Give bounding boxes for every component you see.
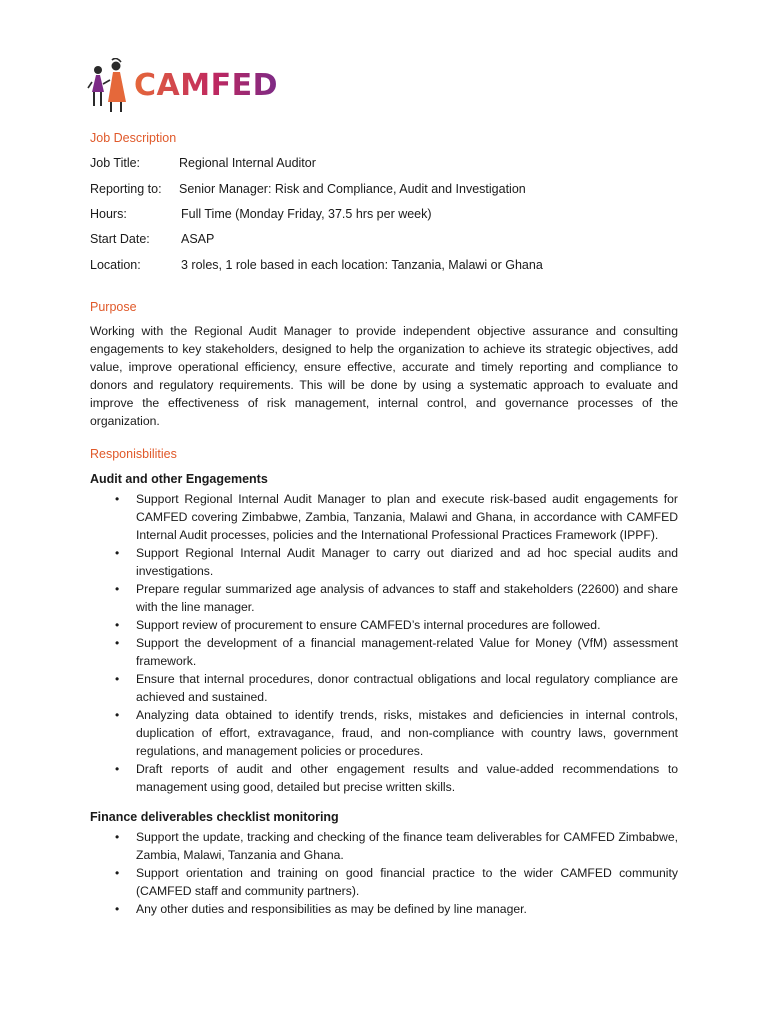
- list-item: [90, 544, 678, 580]
- list-item: [90, 828, 678, 864]
- bullet-icon: •: [115, 618, 120, 632]
- bullet-icon: •: [115, 672, 120, 686]
- camfed-logo: [86, 58, 278, 114]
- logo-wordmark: CAMFED: [134, 68, 278, 103]
- bullet-icon: •: [115, 866, 120, 880]
- responsibilities-heading: Responisbilities: [90, 447, 177, 461]
- list-item-text: Ensure that internal procedures, donor contractual obligations and local regulatory compliance are achieved and sustained.: [136, 672, 678, 704]
- info-value: 3 roles, 1 role based in each location: Tanzania, Malawi or Ghana: [181, 258, 543, 272]
- list-item-text: Any other duties and responsibilities as may be defined by line manager.: [136, 902, 527, 916]
- audit-engagements-heading: Audit and other Engagements: [90, 472, 268, 486]
- bullet-icon: •: [115, 902, 120, 916]
- audit-engagements-list: [90, 490, 678, 796]
- bullet-icon: •: [115, 582, 120, 596]
- info-value: ASAP: [181, 232, 215, 246]
- list-item-text: Support Regional Internal Audit Manager to carry out diarized and ad hoc special audits and investigations.: [136, 546, 678, 578]
- list-item: [90, 760, 678, 796]
- info-value: Senior Manager: Risk and Compliance, Audit and Investigation: [179, 182, 526, 196]
- bullet-icon: •: [115, 708, 120, 722]
- info-value: Regional Internal Auditor: [179, 156, 316, 170]
- list-item: [90, 670, 678, 706]
- list-item-text: Support the update, tracking and checking of the finance team deliverables for CAMFED Zimbabwe, Zambia, Malawi, Tanzania and Ghana.: [136, 830, 678, 862]
- bullet-icon: •: [115, 492, 120, 506]
- list-item: [90, 706, 678, 760]
- info-label: Hours:: [90, 207, 127, 221]
- list-item: [90, 580, 678, 616]
- finance-checklist-heading: Finance deliverables checklist monitoring: [90, 810, 339, 824]
- list-item: [90, 616, 678, 634]
- info-label: Job Title:: [90, 156, 141, 170]
- list-item: [90, 864, 678, 900]
- bullet-icon: •: [115, 830, 120, 844]
- info-label: Start Date:: [90, 232, 150, 246]
- girls-figures-logo-icon: [86, 58, 132, 114]
- list-item-text: Support the development of a financial management-related Value for Money (VfM) assessment framework.: [136, 636, 678, 668]
- bullet-icon: •: [115, 546, 120, 560]
- list-item: [90, 490, 678, 544]
- list-item-text: Analyzing data obtained to identify trends, risks, mistakes and deficiencies in internal controls, duplication of effort, extravagance, fraud, and non-compliance with country laws, government regulations, and management policies or procedures.: [136, 708, 678, 758]
- info-label: Location:: [90, 258, 141, 272]
- list-item-text: Prepare regular summarized age analysis of advances to staff and stakeholders (22600) and share with the line manager.: [136, 582, 678, 614]
- list-item-text: Support orientation and training on good financial practice to the wider CAMFED community (CAMFED staff and community partners).: [136, 866, 678, 898]
- bullet-icon: •: [115, 636, 120, 650]
- bullet-icon: •: [115, 762, 120, 776]
- list-item-text: Support Regional Internal Audit Manager to plan and execute risk-based audit engagements for CAMFED covering Zimbabwe, Zambia, Tanzania, Malawi and Ghana, in accordance with CAMFED Internal Audit processes, policies and the International Professional Practices Framework (IPPF).: [136, 492, 678, 542]
- job-description-heading: Job Description: [90, 131, 177, 145]
- purpose-paragraph: Working with the Regional Audit Manager to provide independent objective assurance and consulting engagements to key stakeholders, designed to help the organization to achieve its strategic objectives, add value, improve operational efficiency, ensure effective, accurate and timely reporting and compliance to donors and regulatory requirements. This will be done by using a systematic approach to evaluate and improve the effectiveness of risk management, internal control, and governance processes of the organization.: [90, 324, 678, 428]
- list-item-text: Draft reports of audit and other engagement results and value-added recommendations to management using good, detailed but precise written skills.: [136, 762, 678, 794]
- info-value: Full Time (Monday Friday, 37.5 hrs per week): [181, 207, 432, 221]
- list-item: [90, 900, 678, 918]
- list-item: [90, 634, 678, 670]
- info-label: Reporting to:: [90, 182, 162, 196]
- list-item-text: Support review of procurement to ensure CAMFED’s internal procedures are followed.: [136, 618, 601, 632]
- purpose-heading: Purpose: [90, 300, 137, 314]
- finance-checklist-list: [90, 828, 678, 918]
